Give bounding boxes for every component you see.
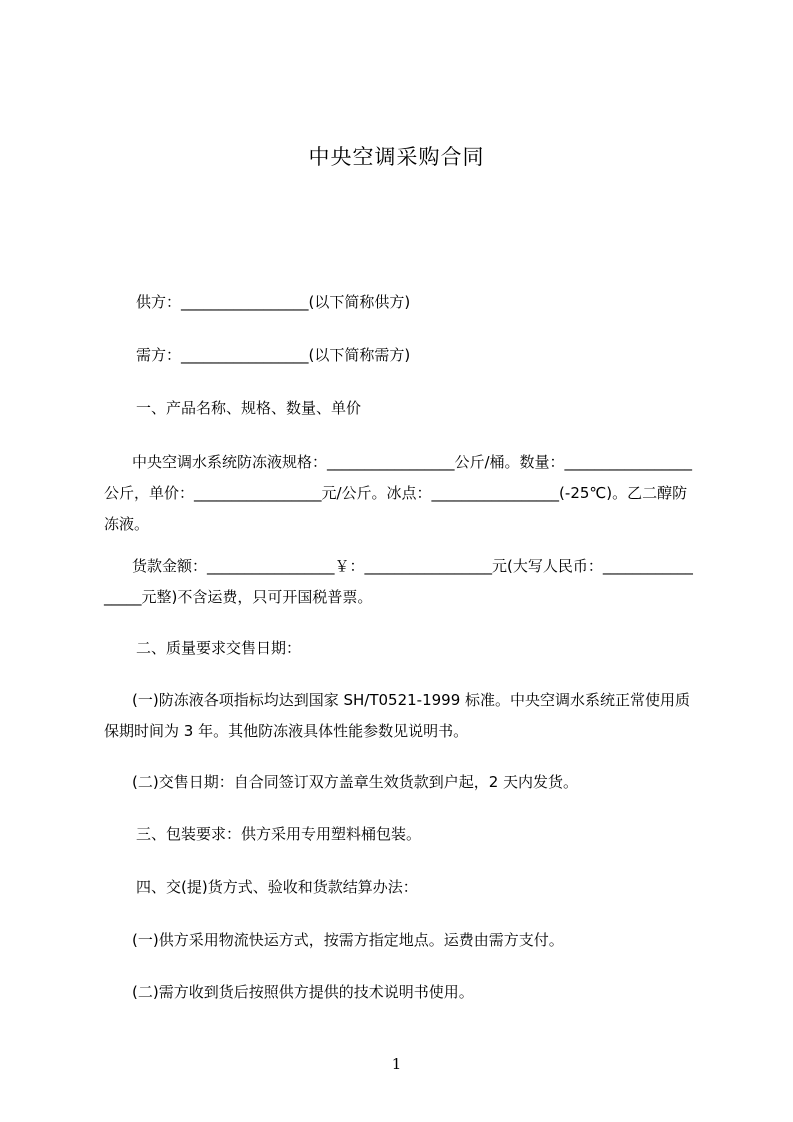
section-3-packaging: 三、包装要求：供方采用专用塑料桶包装。 [136, 825, 422, 843]
product-spec-paragraph: 中央空调水系统防冻液规格：_________________公斤/桶。数量：_________________公斤，单价：_________________元/公斤。冰点：_________________(-25℃)。乙二醇防冻液。 [104, 453, 693, 533]
document-title: 中央空调采购合同 [308, 145, 485, 169]
supplier-line: 供方：_________________(以下简称供方) [136, 293, 411, 311]
section-4-heading: 四、交(提)货方式、验收和货款结算办法： [136, 878, 418, 896]
section-1-heading: 一、产品名称、规格、数量、单价 [136, 399, 362, 417]
payment-amount-paragraph: 货款金额：_________________￥：_________________元(大写人民币：_________________元整)不含运费，只可开国税普票。 [104, 557, 693, 606]
buyer-line: 需方：_________________(以下简称需方) [136, 346, 411, 364]
delivery-date-paragraph: (二)交售日期：自合同签订双方盖章生效货款到户起，2 天内发货。 [132, 773, 579, 791]
section-2-heading: 二、质量要求交售日期： [136, 639, 302, 657]
acceptance-paragraph: (二)需方收到货后按照供方提供的技术说明书使用。 [132, 983, 474, 1001]
quality-standard-paragraph: (一)防冻液各项指标均达到国家 SH/T0521-1999 标准。中央空调水系统正常使用质保期时间为 3 年。其他防冻液具体性能参数见说明书。 [104, 691, 691, 740]
shipping-method-paragraph: (一)供方采用物流快运方式，按需方指定地点。运费由需方支付。 [132, 931, 564, 949]
page-number: 1 [391, 1055, 402, 1073]
